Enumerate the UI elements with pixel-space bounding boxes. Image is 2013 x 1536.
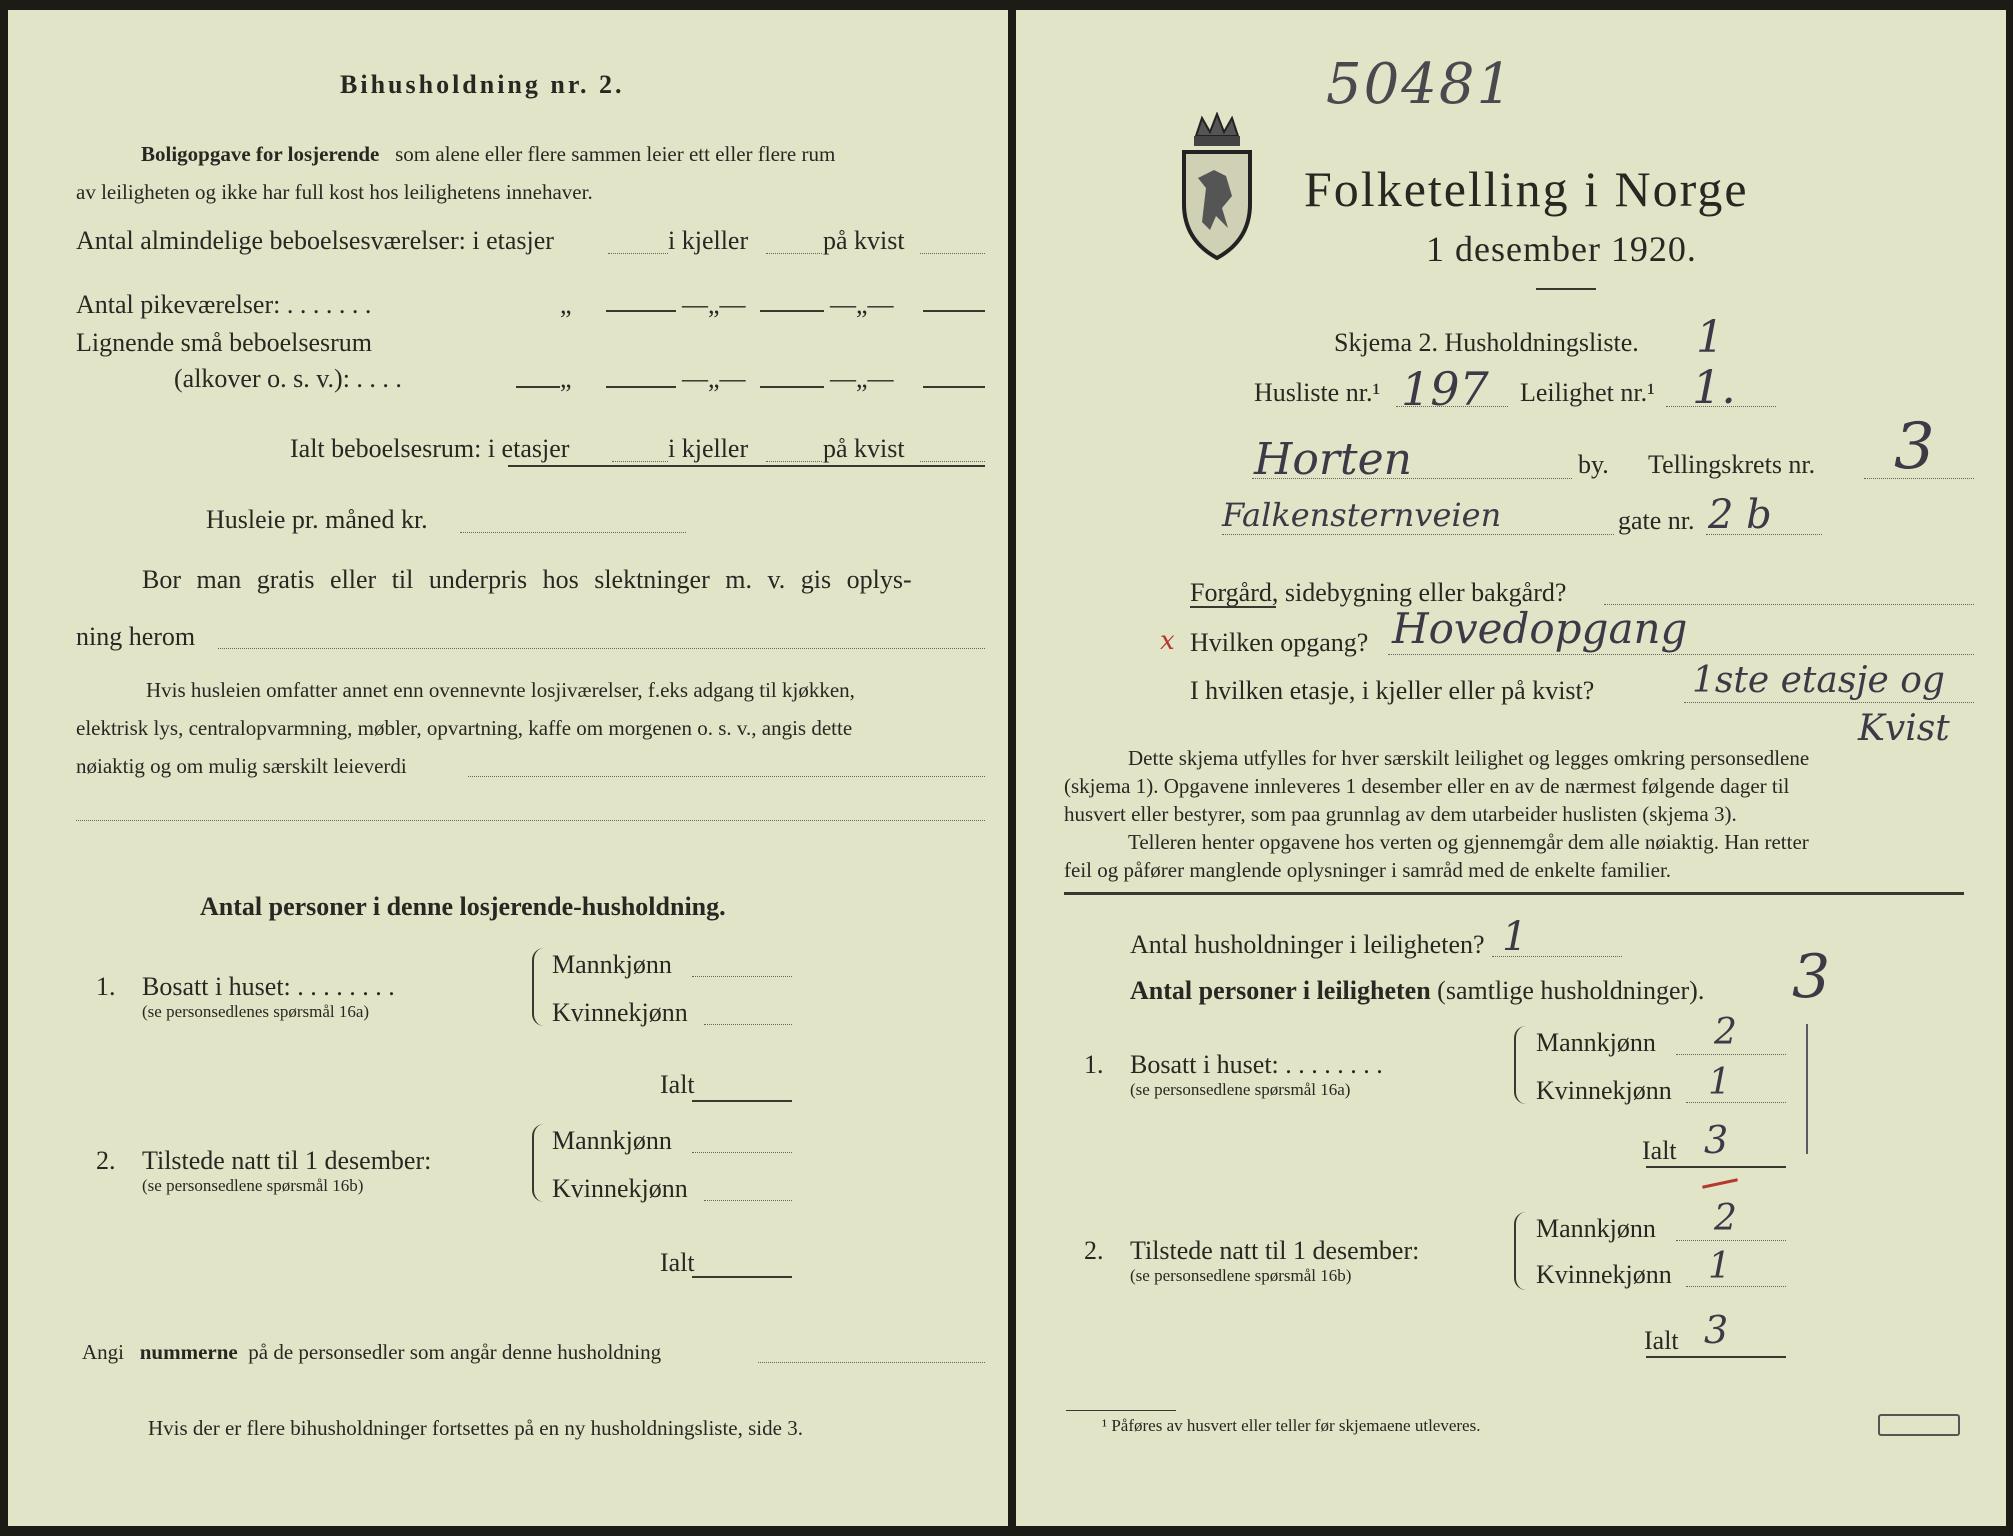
left-item1-kvinne-line xyxy=(704,1024,792,1025)
right-item1-sub: (se personsedlene spørsmål 16a) xyxy=(1130,1080,1351,1099)
pike-ditto-2: —„— xyxy=(682,290,746,319)
left-item1-kvinne-label: Kvinnekjønn xyxy=(552,998,688,1027)
gate-line xyxy=(1222,534,1614,535)
left-item2-brace xyxy=(532,1124,544,1202)
alkover-line-0 xyxy=(516,386,560,388)
alkover-ditto-1: „ xyxy=(560,364,572,393)
hvis-line-1: Hvis husleien omfatter annet enn ovennevnte losjiværelser, f.eks adgang til kjøkken, xyxy=(146,678,855,702)
right-item1-kvinne-label: Kvinnekjønn xyxy=(1536,1076,1672,1105)
opgang-label: Hvilken opgang? xyxy=(1190,628,1369,657)
alkover-label: (alkover o. s. v.): . . . . xyxy=(174,364,402,393)
red-correction-mark xyxy=(1702,1178,1738,1188)
left-page xyxy=(8,10,1008,1526)
para2-line-1: Telleren henter opgavene hos verten og gjennemgår dem alle nøiaktig. Han retter xyxy=(1128,830,1809,854)
husholdninger-line xyxy=(1492,956,1622,957)
by-line xyxy=(1252,478,1572,479)
intro-line-1 xyxy=(141,142,835,167)
right-item1-ialt-hw: 3 xyxy=(1704,1118,1729,1162)
right-item2-mann-line xyxy=(1676,1240,1786,1241)
opgang-line xyxy=(1388,654,1974,655)
left-item2-mann-label: Mannkjønn xyxy=(552,1126,672,1155)
husholdninger-label: Antal husholdninger i leiligheten? xyxy=(1130,930,1485,959)
hvis-line xyxy=(468,776,985,777)
rooms-kjeller-line xyxy=(766,253,822,254)
angi-pre: Angi xyxy=(82,1340,124,1364)
right-item2-kvinne-label: Kvinnekjønn xyxy=(1536,1260,1672,1289)
gate-hw: Falkensternveien xyxy=(1222,496,1502,534)
left-item1-brace xyxy=(532,948,544,1026)
para2-line-2: feil og påfører manglende oplysninger i samråd med de enkelte familier. xyxy=(1064,858,1672,882)
right-item2-ialt-label: Ialt xyxy=(1644,1326,1679,1355)
angi-dotted-line xyxy=(758,1362,985,1363)
ialt-underline xyxy=(508,465,985,467)
para1-line-1: Dette skjema utfylles for hver særskilt leilighet og legges omkring personsedlene xyxy=(1128,746,1810,770)
etasje-hw-1: 1ste etasje og xyxy=(1692,660,1945,701)
footnote: ¹ Påføres av husvert eller teller før skjemaene utleveres. xyxy=(1102,1416,1481,1435)
pike-label: Antal pikeværelser: . . . . . . . xyxy=(76,290,372,319)
right-item2-ialt-hw: 3 xyxy=(1704,1308,1729,1352)
alkover-ditto-2: —„— xyxy=(682,364,746,393)
husliste-line xyxy=(1396,406,1508,407)
skjema-label: Skjema 2. Husholdningsliste. xyxy=(1334,328,1639,357)
ialt-kjeller-line xyxy=(766,461,822,462)
left-item1-number: 1. xyxy=(96,972,116,1001)
left-item2-label: Tilstede natt til 1 desember: xyxy=(142,1146,432,1175)
left-footer: Hvis der er flere bihusholdninger fortsettes på en ny husholdningsliste, side 3. xyxy=(148,1416,803,1440)
right-item1-mann-label: Mannkjønn xyxy=(1536,1028,1656,1057)
ialt-kvist-label: på kvist xyxy=(823,434,905,463)
archive-stamp-number: 50481 xyxy=(1326,52,1515,117)
left-item2-ialt-label: Ialt xyxy=(660,1248,695,1277)
right-item1-kvinne-hw: 1 xyxy=(1708,1062,1731,1103)
gate-nr-hw: 2 b xyxy=(1708,492,1772,538)
bor-line xyxy=(218,648,985,649)
alkover-line-1 xyxy=(606,386,676,388)
ialt-beboelsesrum-label: Ialt beboelsesrum: i etasjer xyxy=(290,434,570,463)
tellingskrets-hw: 3 xyxy=(1894,410,1935,484)
pike-ditto-1: „ xyxy=(560,290,572,319)
alkover-line-2 xyxy=(760,386,824,388)
left-item2-kvinne-line xyxy=(704,1200,792,1201)
rooms-etasjer-line xyxy=(608,253,668,254)
lignende-label: Lignende små beboelsesrum xyxy=(76,328,373,357)
hvis-extra-line xyxy=(76,820,985,821)
footnote-rule xyxy=(1066,1410,1176,1411)
opgang-check-mark: x xyxy=(1160,626,1175,656)
right-item1-ialt-label: Ialt xyxy=(1642,1136,1677,1165)
husliste-label: Husliste nr.¹ xyxy=(1254,378,1381,407)
hvis-line-2: elektrisk lys, centralopvarmning, møbler, opvartning, kaffe om morgenen o. s. v., angis dette xyxy=(76,716,853,740)
left-item1-label: Bosatt i huset: . . . . . . . . xyxy=(142,972,395,1001)
etasje-line xyxy=(1684,702,1974,703)
etasje-label: I hvilken etasje, i kjeller eller på kvist? xyxy=(1190,676,1595,705)
gate-label: gate nr. xyxy=(1618,506,1695,535)
intro-bold: Boligopgave for losjerende xyxy=(141,142,380,166)
left-item2-mann-line xyxy=(692,1152,792,1153)
husleie-line xyxy=(460,532,686,533)
right-item1-check-stroke xyxy=(1806,1024,1808,1154)
right-item1-number: 1. xyxy=(1084,1050,1104,1079)
hvis-line-3: nøiaktig og om mulig særskilt leieverdi xyxy=(76,754,407,778)
intro-line-2: av leiligheten og ikke har full kost hos leilighetens innehaver. xyxy=(76,180,593,204)
rooms-label: Antal almindelige beboelsesværelser: i etasjer xyxy=(76,226,554,255)
pike-line-3 xyxy=(923,310,985,312)
ialt-kjeller-label: i kjeller xyxy=(668,434,749,463)
right-item2-number: 2. xyxy=(1084,1236,1104,1265)
right-item2-mann-hw: 2 xyxy=(1714,1198,1737,1239)
opgang-hw: Hovedopgang xyxy=(1392,604,1688,653)
pike-line-2 xyxy=(760,310,824,312)
bor-line-1: Bor man gratis eller til underpris hos slektninger m. v. gis oplys- xyxy=(142,565,912,594)
census-title: Folketelling i Norge xyxy=(1304,161,1749,217)
tellingskrets-line xyxy=(1864,478,1974,479)
right-item2-ialt-line xyxy=(1646,1356,1786,1358)
right-item2-brace xyxy=(1514,1212,1526,1290)
right-item2-kvinne-hw: 1 xyxy=(1708,1246,1731,1287)
bor-line-2: ning herom xyxy=(76,622,196,651)
norwegian-coat-of-arms-icon xyxy=(1176,112,1258,262)
husholdninger-hw: 1 xyxy=(1502,914,1528,960)
printer-mark-icon xyxy=(1878,1414,1960,1436)
forgard-underline xyxy=(1190,606,1276,608)
right-item1-ialt-line xyxy=(1646,1166,1786,1168)
instructions-rule xyxy=(1064,892,1964,895)
pike-line-1 xyxy=(606,310,676,312)
right-item2-sub: (se personsedlene spørsmål 16b) xyxy=(1130,1266,1352,1285)
right-item2-label: Tilstede natt til 1 desember: xyxy=(1130,1236,1420,1265)
gate-nr-line xyxy=(1706,534,1822,535)
alkover-line-3 xyxy=(923,386,985,388)
right-item1-mann-line xyxy=(1676,1054,1786,1055)
rooms-kjeller-label: i kjeller xyxy=(668,226,749,255)
pike-ditto-3: —„— xyxy=(830,290,894,319)
by-label: by. xyxy=(1578,450,1609,479)
etasje-hw-2: Kvist xyxy=(1858,708,1950,749)
angi-bold: nummerne xyxy=(139,1340,238,1364)
right-page xyxy=(1016,10,2006,1526)
personer-bold: Antal personer i leiligheten xyxy=(1130,976,1431,1005)
title-separator xyxy=(1536,288,1596,290)
intro-rest: som alene eller flere sammen leier ett eller flere rum xyxy=(395,142,836,166)
left-item1-ialt-label: Ialt xyxy=(660,1070,695,1099)
by-hw: Horten xyxy=(1254,434,1412,485)
para1-line-2: (skjema 1). Opgavene innleveres 1 desember eller en av de nærmest følgende dager til xyxy=(1064,774,1790,798)
tellingskrets-label: Tellingskrets nr. xyxy=(1648,450,1816,479)
para1-line-3: husvert eller bestyrer, som paa grunnlag av dem utarbeider huslisten (skjema 3). xyxy=(1064,802,1737,826)
bihusholdning-title: Bihusholdning nr. 2. xyxy=(340,70,625,99)
left-item2-kvinne-label: Kvinnekjønn xyxy=(552,1174,688,1203)
angi-post: på de personsedler som angår denne husholdning xyxy=(248,1340,662,1364)
right-item1-label: Bosatt i huset: . . . . . . . . xyxy=(1130,1050,1383,1079)
rooms-kvist-line xyxy=(920,253,985,254)
right-item1-mann-hw: 2 xyxy=(1714,1012,1737,1053)
antal-personer-heading: Antal personer i denne losjerende-husholdning. xyxy=(200,892,726,921)
right-item2-kvinne-line xyxy=(1686,1286,1786,1287)
personer-rest: (samtlige husholdninger). xyxy=(1437,976,1705,1005)
right-item1-kvinne-line xyxy=(1686,1102,1786,1103)
leilighet-label: Leilighet nr.¹ xyxy=(1520,378,1655,407)
angi-line xyxy=(82,1340,661,1365)
left-item2-number: 2. xyxy=(96,1146,116,1175)
leilighet-line xyxy=(1666,406,1776,407)
personer-line xyxy=(1130,976,1704,1006)
left-item1-mann-line xyxy=(692,976,792,977)
rooms-kvist-label: på kvist xyxy=(823,226,905,255)
left-item1-sub: (se personsedlenes spørsmål 16a) xyxy=(142,1002,370,1021)
left-item2-sub: (se personsedlene spørsmål 16b) xyxy=(142,1176,364,1195)
alkover-ditto-3: —„— xyxy=(830,364,894,393)
forgard-label: Forgård, sidebygning eller bakgård? xyxy=(1190,578,1567,607)
ialt-kvist-line xyxy=(920,461,985,462)
ialt-etasjer-line xyxy=(612,461,668,462)
right-item2-mann-label: Mannkjønn xyxy=(1536,1214,1656,1243)
husliste-hw: 197 xyxy=(1401,362,1489,416)
husleie-label: Husleie pr. måned kr. xyxy=(206,505,428,534)
leilighet-hw: 1. xyxy=(1692,360,1736,414)
left-item2-ialt-line xyxy=(692,1276,792,1278)
skjema-hw: 1 xyxy=(1696,312,1724,363)
left-item1-mann-label: Mannkjønn xyxy=(552,950,672,979)
personer-hw: 3 xyxy=(1792,942,1831,1012)
right-item1-brace xyxy=(1514,1026,1526,1104)
left-item1-ialt-line xyxy=(692,1100,792,1102)
census-date: 1 desember 1920. xyxy=(1426,229,1697,269)
